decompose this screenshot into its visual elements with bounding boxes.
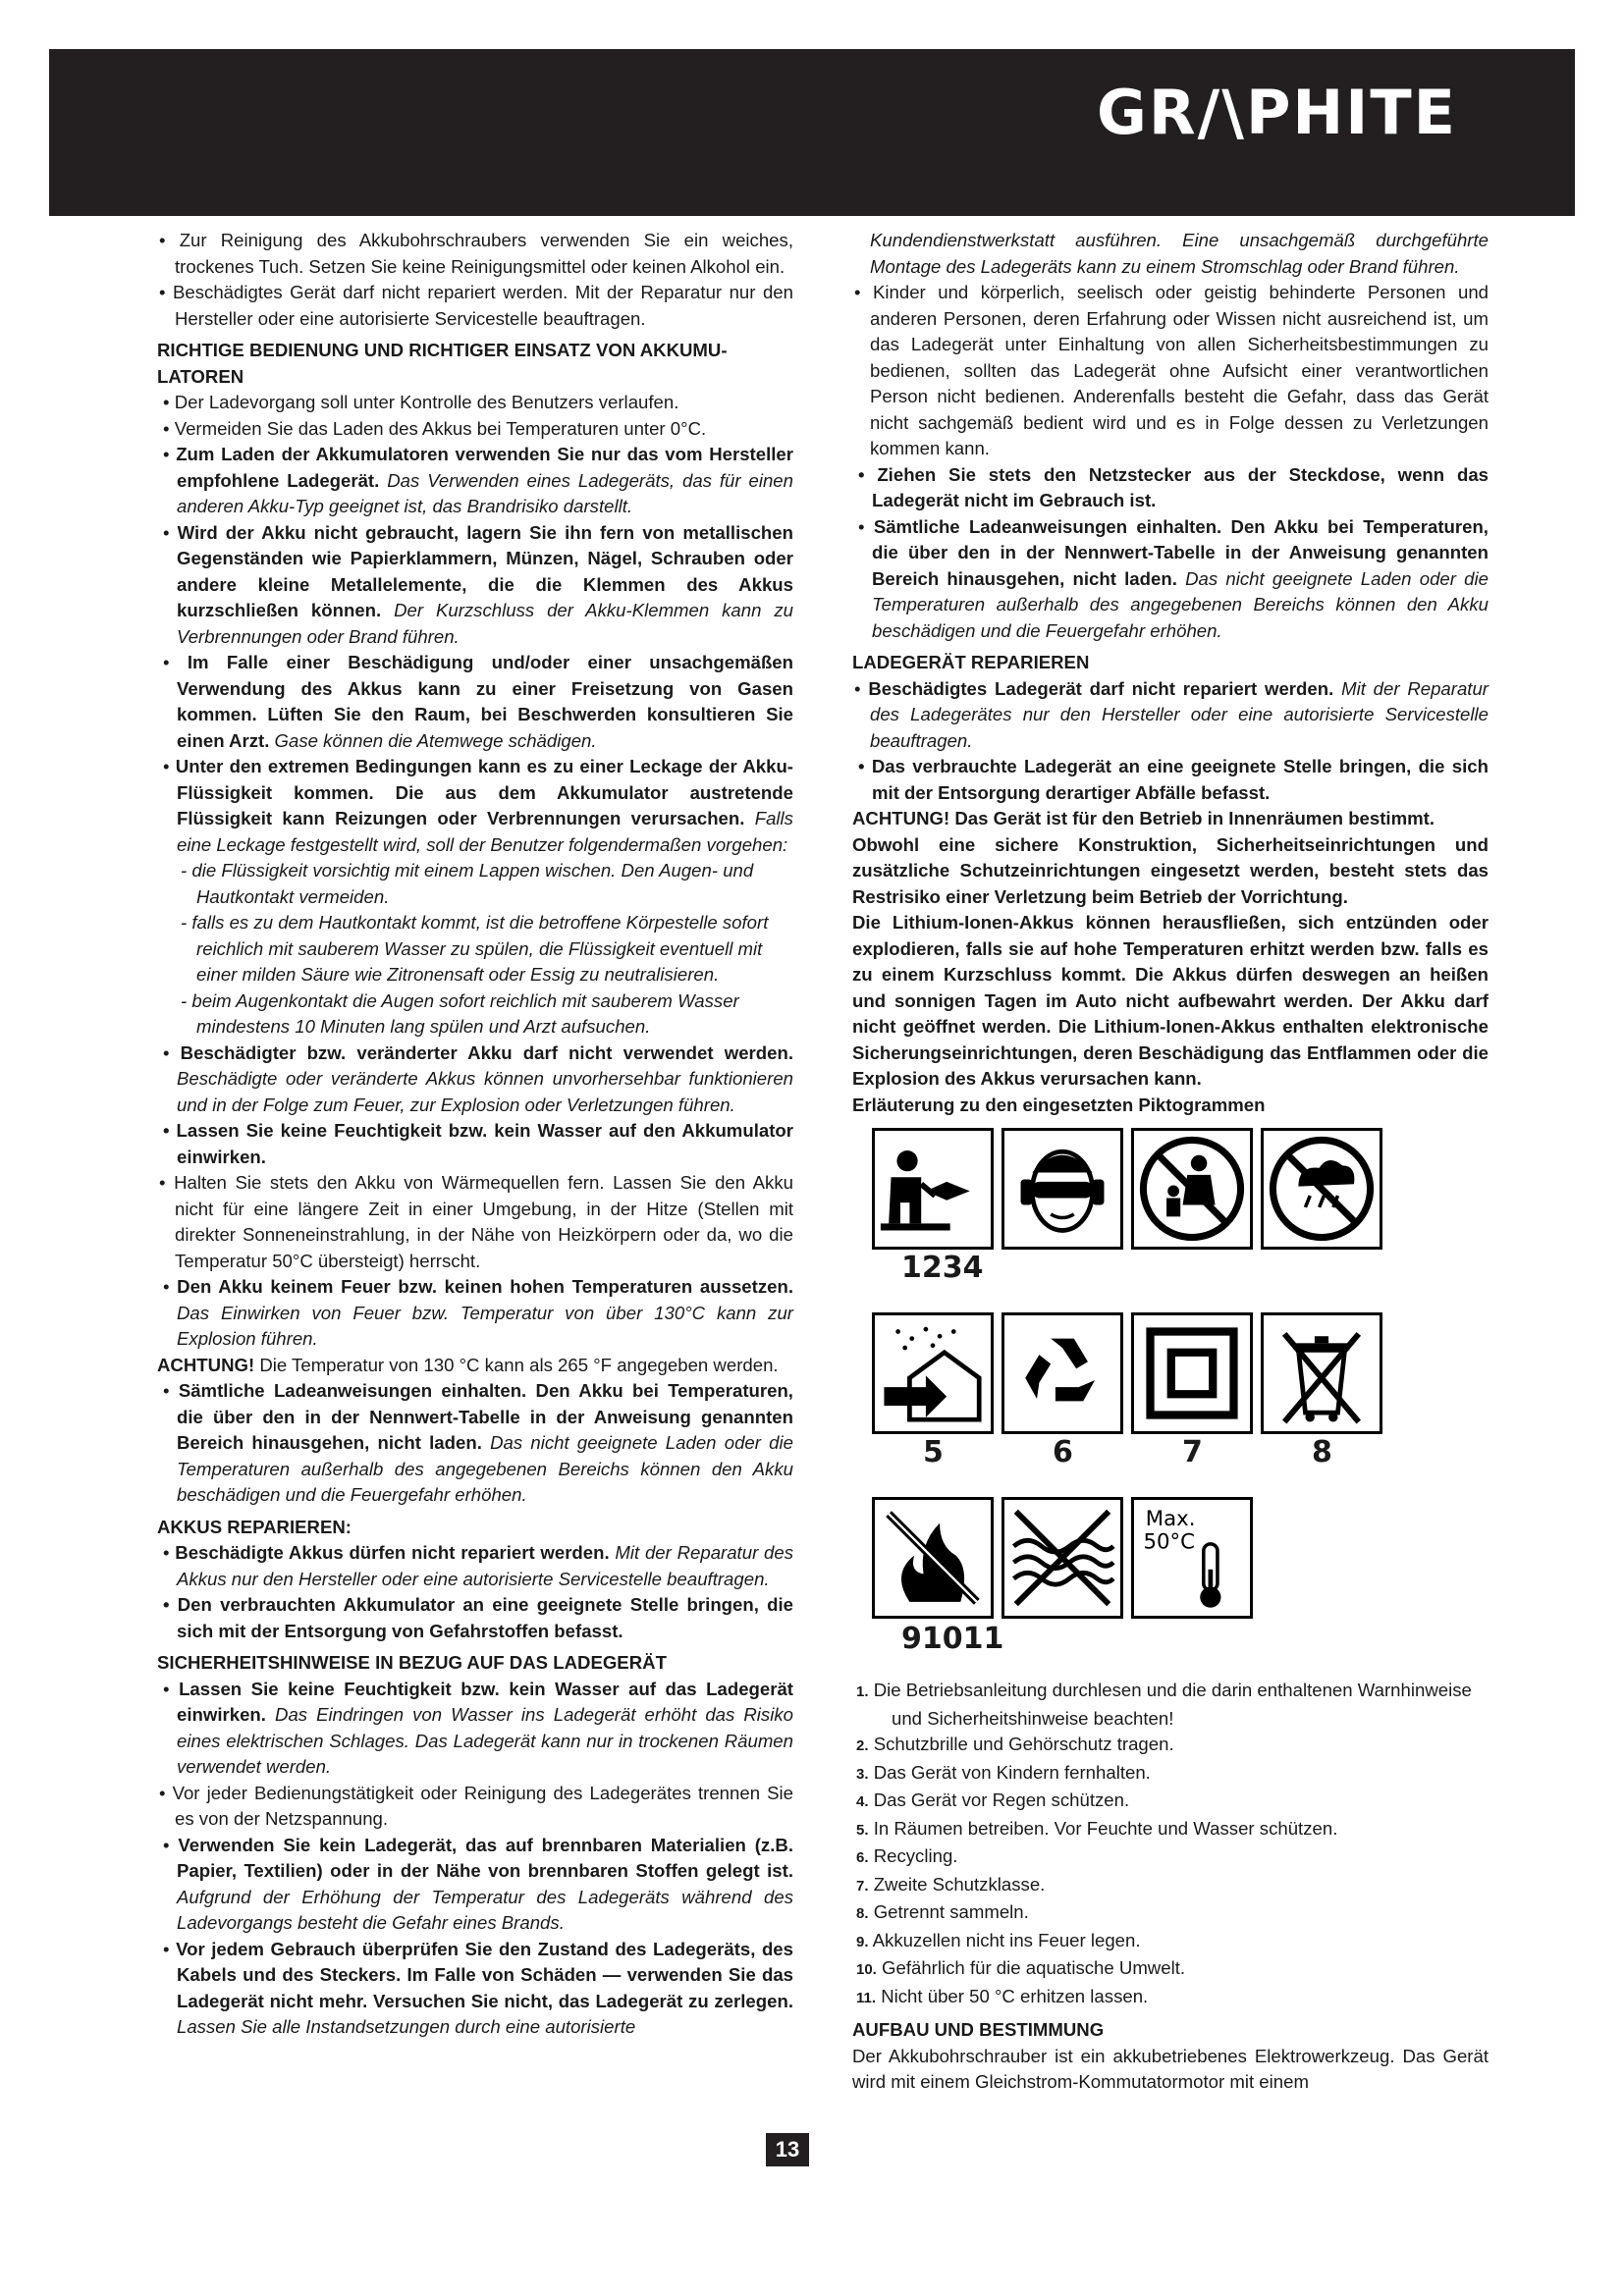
legend-number: 3. bbox=[856, 1765, 869, 1783]
legend-item bbox=[852, 1899, 1489, 1928]
bullet: • Vor jeder Bedienungstätigkeit oder Reinigung des Ladegerätes trennen Sie es von der Netzspannung. bbox=[157, 1781, 793, 1833]
legend-item bbox=[852, 1678, 1489, 1732]
bullet: • Ziehen Sie stets den Netzstecker aus der Steckdose, wenn das Ladegerät nicht im Gebrauch ist. bbox=[852, 462, 1489, 514]
legend-text: Nicht über 50 °C erhitzen lassen. bbox=[881, 1985, 1149, 2006]
dash-item: - beim Augenkontakt die Augen sofort reichlich mit sauberem Wasser mindestens 10 Minuten lang spülen und Arzt aufsuchen. bbox=[181, 989, 739, 1037]
legend-number: 5. bbox=[856, 1821, 869, 1839]
warning-note: Die Lithium-Ionen-Akkus können herausfließen, sich entzünden oder explodieren, falls sie auf hohe Temperaturen erhitzt werden bzw. falls es zu einem Kurzschluss kommt. Die Akkus dürfen deswegen an heißen und sonnigen Tagen im Auto nicht aufbewahrt werden. Der Akku darf nicht geöffnet werden. Die Lithium-Ionen-Akkus enthalten elektronische Sicherungseinrichtungen, deren Beschädigung das Entflammen oder die Explosion des Akkus verursachen kann. bbox=[852, 912, 1489, 1089]
legend-number: 11. bbox=[856, 1989, 877, 2006]
legend-item bbox=[852, 1732, 1489, 1760]
pictogram-title: Erläuterung zu den eingesetzten Piktogrammen bbox=[852, 1094, 1266, 1115]
bullet: • Beschädigtes Gerät darf nicht repariert werden. Mit der Reparatur nur den Hersteller oder eine autorisierte Servicestelle beauftragen. bbox=[157, 280, 793, 332]
legend-number: 10. bbox=[856, 1961, 877, 1978]
section-heading: RICHTIGE BEDIENUNG UND RICHTIGER EINSATZ VON AKKUMU-LATOREN bbox=[157, 340, 728, 387]
bullet: • Wird der Akku nicht gebraucht, lagern Sie ihn fern von metallischen Gegenständen wie Papierklammern, Münzen, Nägel, Schrauben oder andere kleine Metallelemente, die die Klemmen des Akkus kurzschließen können. Der Kurzschluss der Akku-Klemmen kann zu Verbrennungen oder Brand führen. bbox=[157, 520, 793, 651]
section-heading: AUFBAU UND BESTIMMUNG bbox=[852, 2019, 1105, 2040]
bullet: • Sämtliche Ladeanweisungen einhalten. Den Akku bei Temperaturen, die über den in der Nennwert-Tabelle in der Anweisung genannten Bereich hinausgehen, nicht laden. Das nicht geeignete Laden oder die Temperaturen außerhalb des angegebenen Bereichs können den Akku beschädigen und die Feuergefahr erhöhen. bbox=[157, 1378, 793, 1509]
aquatic-hazard-icon bbox=[1001, 1497, 1123, 1619]
bullet: • Den Akku keinem Feuer bzw. keinen hohen Temperaturen aussetzen. Das Einwirken von Feuer bzw. Temperatur von über 130°C kann zur Explosion führen. bbox=[157, 1274, 793, 1353]
goggles-ear-protection-icon bbox=[1001, 1128, 1123, 1250]
legend-item bbox=[852, 1843, 1489, 1872]
bullet: • Vor jedem Gebrauch überprüfen Sie den Zustand des Ladegeräts, des Kabels und des Steckers. Im Falle von Schäden — verwenden Sie das Ladegerät nicht mehr. Versuchen Sie nicht, das Ladegerät zu zerlegen. Lassen Sie alle Instandsetzungen durch eine autorisierte bbox=[157, 1937, 793, 2041]
no-fire-icon bbox=[872, 1497, 994, 1619]
pictogram-grid bbox=[852, 1128, 1489, 1678]
indoor-use-icon bbox=[872, 1312, 994, 1434]
pictogram-label: 5 bbox=[923, 1435, 944, 1469]
bullet: • Beschädigte Akkus dürfen nicht repariert werden. Mit der Reparatur des Akkus nur den Hersteller oder eine autorisierte Servicestelle beauftragen. bbox=[157, 1540, 793, 1592]
body-text: Der Akkubohrschrauber ist ein akkubetriebenes Elektrowerkzeug. Das Gerät wird mit einem Gleichstrom-Kommutatormotor mit einem bbox=[852, 2045, 1489, 2092]
pictogram-label: 7 bbox=[1182, 1435, 1203, 1469]
bullet: • Kinder und körperlich, seelisch oder geistig behinderte Personen und anderen Personen, deren Erfahrung oder Wissen nicht ausreichend ist, um das Ladegerät unter Einhaltung von allen Sicherheitsbestimmungen zu bedienen, sollten das Ladegerät ohne Aufsicht einer verantwortlichen Person nicht bedienen. Anderenfalls besteht die Gefahr, dass das Gerät nicht sachgemäß bedient wird und es in Folge dessen zu Verletzungen kommen kann. bbox=[852, 280, 1489, 462]
bullet: • Zur Reinigung des Akkubohrschraubers verwenden Sie ein weiches, trockenes Tuch. Setzen Sie keine Reinigungsmittel oder keinen Alkohol ein. bbox=[157, 228, 793, 280]
legend-item bbox=[852, 1928, 1489, 1956]
legend-number: 2. bbox=[856, 1737, 869, 1754]
legend-text: Das Gerät vor Regen schützen. bbox=[873, 1789, 1130, 1810]
separate-collection-icon bbox=[1261, 1312, 1382, 1434]
section-heading: LADEGERÄT REPARIEREN bbox=[852, 652, 1090, 672]
legend-text: Zweite Schutzklasse. bbox=[873, 1873, 1046, 1895]
legend-number: 4. bbox=[856, 1793, 869, 1810]
left-column bbox=[157, 228, 793, 2041]
legend-text: Recycling. bbox=[873, 1845, 958, 1866]
legend-number: 1. bbox=[856, 1683, 869, 1700]
bullet: • Lassen Sie keine Feuchtigkeit bzw. kein Wasser auf den Akkumulator einwirken. bbox=[157, 1118, 793, 1170]
legend-item bbox=[852, 1760, 1489, 1789]
legend-item bbox=[852, 1788, 1489, 1816]
pictogram-legend bbox=[852, 1678, 1489, 2011]
legend-text: Akkuzellen nicht ins Feuer legen. bbox=[872, 1929, 1141, 1950]
legend-text: Die Betriebsanleitung durchlesen und die darin enthaltenen Warnhinweise und Sicherheitshinweise beachten! bbox=[873, 1680, 1472, 1729]
legend-text: Gefährlich für die aquatische Umwelt. bbox=[882, 1957, 1186, 1978]
thermometer-icon bbox=[1131, 1497, 1253, 1619]
pictogram-label: 8 bbox=[1312, 1435, 1332, 1469]
warning-note: ACHTUNG! Die Temperatur von 130 °C kann als 265 °F angegeben werden. bbox=[157, 1354, 779, 1375]
keep-away-children-icon bbox=[1131, 1128, 1253, 1250]
dash-item: - falls es zu dem Hautkontakt kommt, ist die betroffene Körpestelle sofort reichlich mit sauberem Wasser zu spülen, die Flüssigkeit eventuell mit einer milden Säure wie Zitronensaft oder Essig zu neutralisieren. bbox=[181, 912, 769, 985]
bullet: • Beschädigter bzw. veränderter Akku darf nicht verwendet werden. Beschädigte oder veränderte Akkus können unvorhersehbar funktionieren und in der Folge zum Feuer, zur Explosion oder Verletzungen führen. bbox=[157, 1041, 793, 1119]
bullet: • Vermeiden Sie das Laden des Akkus bei Temperaturen unter 0°C. bbox=[157, 416, 793, 443]
legend-item bbox=[852, 1984, 1489, 2012]
legend-number: 8. bbox=[856, 1905, 869, 1922]
bullet: • Der Ladevorgang soll unter Kontrolle des Benutzers verlaufen. bbox=[157, 390, 793, 416]
bullet: • Das verbrauchte Ladegerät an eine geeignete Stelle bringen, die sich mit der Entsorgung derartiger Abfälle befasst. bbox=[852, 754, 1489, 806]
section-heading: SICHERHEITSHINWEISE IN BEZUG AUF DAS LADEGERÄT bbox=[157, 1652, 667, 1673]
recycling-icon bbox=[1001, 1312, 1123, 1434]
no-rain-icon bbox=[1261, 1128, 1382, 1250]
legend-item bbox=[852, 1816, 1489, 1844]
bullet: • Im Falle einer Beschädigung und/oder einer unsachgemäßen Verwendung des Akkus kann zu einer Freisetzung von Gasen kommen. Lüften Sie den Raum, bei Beschwerden konsultieren Sie einen Arzt. Gase können die Atemwege schädigen. bbox=[157, 650, 793, 754]
legend-item bbox=[852, 1872, 1489, 1900]
legend-text: Getrennt sammeln. bbox=[873, 1901, 1029, 1922]
thermo-temp-label: 50°C bbox=[1143, 1529, 1195, 1555]
bullet: • Lassen Sie keine Feuchtigkeit bzw. kein Wasser auf das Ladegerät einwirken. Das Eindringen von Wasser ins Ladegerät erhöht das Risiko eines elektrischen Schlages. Das Ladegerät kann nur in trockenen Räumen verwendet werden. bbox=[157, 1677, 793, 1781]
dash-item: - die Flüssigkeit vorsichtig mit einem Lappen wischen. Den Augen- und Hautkontakt vermeiden. bbox=[181, 860, 754, 907]
bullet: • Verwenden Sie kein Ladegerät, das auf brennbaren Materialien (z.B. Papier, Textilien) oder in der Nähe von brennbaren Stoffen gelegt ist. Aufgrund der Erhöhung der Temperatur des Ladegeräts während des Ladevorgangs besteht die Gefahr eines Brands. bbox=[157, 1833, 793, 1937]
legend-number: 7. bbox=[856, 1877, 869, 1895]
pictogram-label: 1234 bbox=[901, 1251, 984, 1285]
bullet: • Den verbrauchten Akkumulator an eine geeignete Stelle bringen, die sich mit der Entsorgung von Gefahrstoffen befasst. bbox=[157, 1592, 793, 1644]
bullet: • Sämtliche Ladeanweisungen einhalten. Den Akku bei Temperaturen, die über den in der Nennwert-Tabelle in der Anweisung genannten Bereich hinausgehen, nicht laden. Das nicht geeignete Laden oder die Temperaturen außerhalb des angegebenen Bereichs können den Akku beschädigen und die Feuergefahr erhöhen. bbox=[852, 514, 1489, 645]
bullet: • Beschädigtes Ladegerät darf nicht repariert werden. Mit der Reparatur des Ladegerätes nur den Hersteller oder eine autorisierte Servicestelle beauftragen. bbox=[852, 676, 1489, 755]
bullet: • Halten Sie stets den Akku von Wärmequellen fern. Lassen Sie den Akku nicht für eine längere Zeit in einer Umgebung, in der Hitze (Stellen mit direkter Sonneneinstrahlung, in der Nähe von Heizkörpern oder da, wo die Temperatur 50°C übersteigt) herrscht. bbox=[157, 1170, 793, 1274]
pictogram-label: 91011 bbox=[901, 1622, 1004, 1656]
legend-number: 9. bbox=[856, 1933, 869, 1950]
bullet: • Zum Laden der Akkumulatoren verwenden Sie nur das vom Hersteller empfohlene Ladegerät. Das Verwenden eines Ladegeräts, das für einen anderen Akku-Typ geeignet ist, das Brandrisiko darstellt. bbox=[157, 442, 793, 520]
legend-number: 6. bbox=[856, 1849, 869, 1866]
legend-text: Das Gerät von Kindern fernhalten. bbox=[873, 1761, 1151, 1783]
warning-note: ACHTUNG! Das Gerät ist für den Betrieb in Innenräumen bestimmt. bbox=[852, 808, 1435, 828]
thermo-max-label: Max. bbox=[1145, 1506, 1196, 1531]
right-column bbox=[852, 228, 1489, 2096]
class-two-icon bbox=[1131, 1312, 1253, 1434]
section-heading: AKKUS REPARIEREN: bbox=[157, 1516, 352, 1537]
warning-note: Obwohl eine sichere Konstruktion, Sicherheitseinrichtungen und zusätzliche Schutzeinrichtungen eingesetzt werden, besteht stets das Restrisiko einer Verletzung beim Betrieb der Vorrichtung. bbox=[852, 833, 1489, 907]
legend-text: In Räumen betreiben. Vor Feuchte und Wasser schützen. bbox=[873, 1817, 1338, 1839]
read-manual-icon bbox=[872, 1128, 994, 1250]
bullet: • Unter den extremen Bedingungen kann es zu einer Leckage der Akku-Flüssigkeit kommen. Die aus dem Akkumulator austretende Flüssigkeit kann Reizungen oder Verbrennungen verursachen. Falls eine Leckage festgestellt wird, soll der Benutzer folgendermaßen vorgehen: bbox=[157, 754, 793, 858]
continued-text: Kundendienstwerkstatt ausführen. Eine unsachgemäß durchgeführte Montage des Ladegeräts kann zu einem Stromschlag oder Brand führen. bbox=[870, 230, 1489, 277]
legend-text: Schutzbrille und Gehörschutz tragen. bbox=[873, 1734, 1174, 1754]
pictogram-label: 6 bbox=[1053, 1435, 1073, 1469]
brand-logo: GR/\PHITE bbox=[1097, 77, 1457, 148]
legend-item bbox=[852, 1955, 1489, 1984]
page-number: 13 bbox=[766, 2133, 809, 2166]
